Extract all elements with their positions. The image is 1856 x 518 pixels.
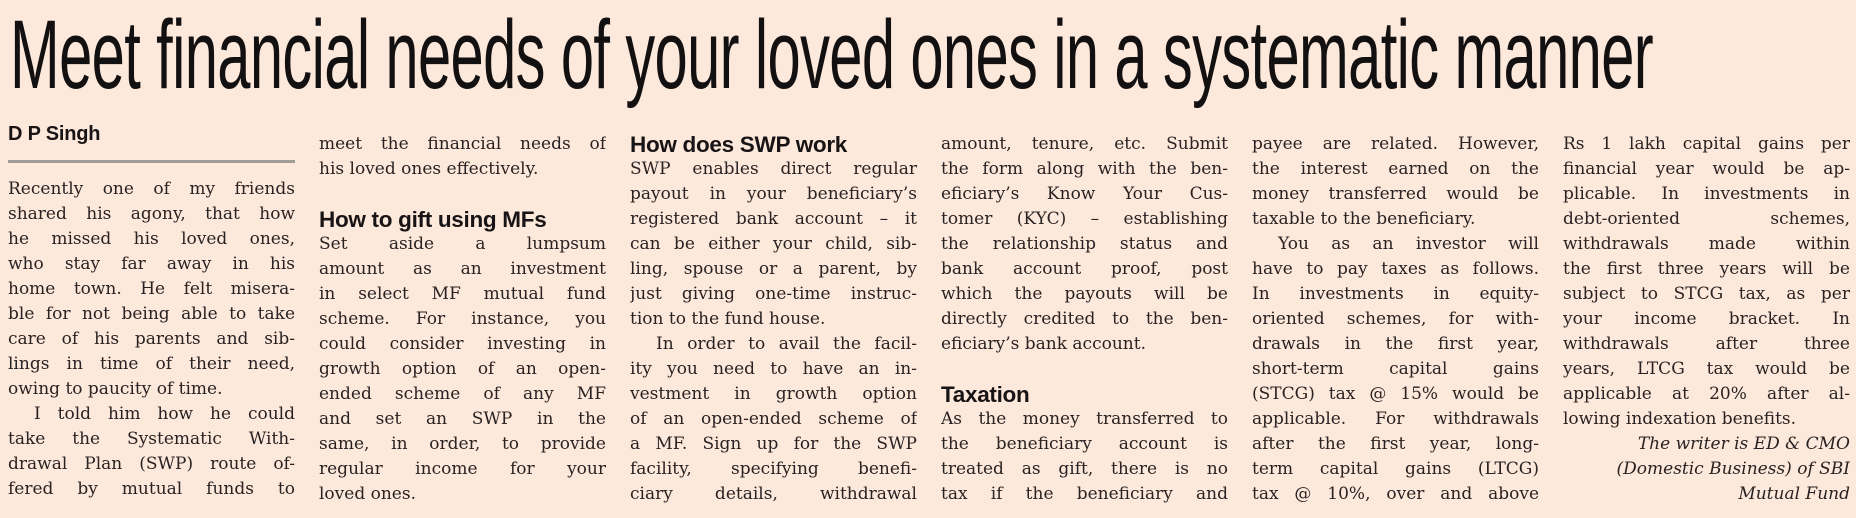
text-line: your income bracket. In [1563, 309, 1850, 329]
text-line: short-term capital gains [1252, 359, 1539, 379]
text-line: In order to avail the facil- [656, 334, 917, 354]
text-line: amount as an investment [319, 259, 606, 279]
text-line: Recently one of my friends [8, 179, 295, 199]
text-line: could consider investing in [319, 334, 606, 354]
text-line: bank account proof, post [941, 259, 1228, 279]
paragraph [1252, 232, 1539, 507]
paragraph [941, 407, 1228, 507]
text-line: treated as gift, there is no [941, 459, 1228, 479]
text-line: withdrawals after three [1563, 334, 1850, 354]
paragraph [1563, 132, 1850, 432]
text-line: after the first year, long- [1252, 434, 1539, 454]
article-column-3 [630, 112, 917, 507]
paragraph [630, 332, 917, 507]
text-line: meet the financial needs of [319, 134, 606, 154]
article-headline: Meet financial needs of your loved ones in a systematic manner [10, 0, 1654, 109]
text-line: You as an investor will [1278, 234, 1539, 254]
text-line: and set an SWP in the [319, 409, 606, 429]
text-line: the interest earned on the [1252, 159, 1539, 179]
text-line: he missed his loved ones, [8, 229, 295, 249]
text-line: tax if the beneficiary and [941, 484, 1228, 504]
article-column-1 [8, 112, 295, 507]
text-line: just giving one-time instruc- [630, 284, 917, 304]
text-line: tion to the fund house. [630, 309, 826, 329]
text-line: oriented schemes, for with- [1252, 309, 1539, 329]
text-line: payee are related. However, [1252, 134, 1539, 154]
text-line: fered by mutual funds to [8, 479, 295, 499]
text-line: debt-oriented schemes, [1563, 209, 1850, 229]
text-line: the beneficiary account is [941, 434, 1228, 454]
text-line: subject to STCG tax, as per [1563, 284, 1850, 304]
text-line: can be either your child, sib- [630, 234, 917, 254]
text-line: regular income for your [319, 459, 606, 479]
text-line: ciary details, withdrawal [630, 484, 917, 504]
text-line: money transferred would be [1252, 184, 1539, 204]
paragraph [319, 132, 606, 182]
author-credit [1563, 432, 1850, 507]
byline-rule [8, 160, 295, 163]
text-line: vestment in growth option [630, 384, 917, 404]
text-line: withdrawals made within [1563, 234, 1850, 254]
paragraph [8, 177, 295, 402]
text-line: his loved ones effectively. [319, 159, 539, 179]
text-line: financial year would be ap- [1563, 159, 1850, 179]
article-column-4 [941, 112, 1228, 507]
text-line: (STCG) tax @ 15% would be [1252, 384, 1539, 404]
article-body [8, 112, 1850, 507]
article-column-6 [1563, 112, 1850, 507]
text-line: scheme. For instance, you [319, 309, 606, 329]
text-line: plicable. In investments in [1563, 184, 1850, 204]
paragraph [1252, 132, 1539, 232]
text-line: facility, specifying benefi- [630, 459, 917, 479]
text-line: SWP enables direct regular [630, 159, 917, 179]
text-line: owing to paucity of time. [8, 379, 223, 399]
text-line: tomer (KYC) – establishing [941, 209, 1228, 229]
text-line: amount, tenure, etc. Submit [941, 134, 1228, 154]
text-line: eficiary’s bank account. [941, 334, 1146, 354]
text-line: ble for not being able to take [8, 304, 295, 324]
text-line: ended scheme of any MF [319, 384, 606, 404]
text-line: the relationship status and [941, 234, 1228, 254]
text-line: Rs 1 lakh capital gains per [1563, 134, 1850, 154]
section-heading: Taxation [941, 382, 1030, 407]
text-line: I told him how he could [34, 404, 295, 424]
text-line: home town. He felt misera- [8, 279, 295, 299]
text-line: taxable to the beneficiary. [1252, 209, 1476, 229]
text-line: care of his parents and sib- [8, 329, 295, 349]
text-line: of an open-ended scheme of [630, 409, 917, 429]
text-line: loved ones. [319, 484, 416, 504]
text-line: which the payouts will be [941, 284, 1228, 304]
byline: D P Singh [8, 123, 101, 145]
text-line: same, in order, to provide [319, 434, 606, 454]
text-line: payout in your beneficiary’s [630, 184, 917, 204]
article-column-5 [1252, 112, 1539, 507]
text-line: Set aside a lumpsum [319, 234, 606, 254]
paragraph [319, 232, 606, 507]
article-column-2 [319, 112, 606, 507]
text-line: applicable. For withdrawals [1252, 409, 1539, 429]
text-line: ity you need to have an in- [630, 359, 917, 379]
text-line: in select MF mutual fund [319, 284, 606, 304]
text-line: shared his agony, that how [8, 204, 295, 224]
text-line: term capital gains (LTCG) [1252, 459, 1539, 479]
text-line: tax @ 10%, over and above [1252, 484, 1539, 504]
text-line: ling, spouse or a parent, by [630, 259, 917, 279]
text-line: take the Systematic With- [8, 429, 295, 449]
text-line: The writer is ED & CMO [1637, 434, 1850, 454]
section-heading: How does SWP work [630, 132, 848, 157]
text-line: the form along with the ben- [941, 159, 1228, 179]
text-line: drawal Plan (SWP) route of- [8, 454, 295, 474]
text-line: growth option of an open- [319, 359, 606, 379]
text-line: directly credited to the ben- [941, 309, 1228, 329]
text-line: who stay far away in his [8, 254, 295, 274]
text-line: Mutual Fund [1738, 484, 1850, 504]
text-line: In investments in equity- [1252, 284, 1539, 304]
text-line: (Domestic Business) of SBI [1616, 459, 1850, 479]
text-line: drawals in the first year, [1252, 334, 1539, 354]
text-line: have to pay taxes as follows. [1252, 259, 1539, 279]
paragraph [8, 402, 295, 502]
paragraph [630, 157, 917, 332]
text-line: applicable at 20% after al- [1563, 384, 1850, 404]
section-heading: How to gift using MFs [319, 207, 547, 232]
paragraph [941, 132, 1228, 357]
text-line: eficiary’s Know Your Cus- [941, 184, 1228, 204]
text-line: lings in time of their need, [8, 354, 295, 374]
text-line: a MF. Sign up for the SWP [630, 434, 917, 454]
text-line: registered bank account – it [630, 209, 917, 229]
text-line: the first three years will be [1563, 259, 1850, 279]
text-line: As the money transferred to [941, 409, 1228, 429]
text-line: lowing indexation benefits. [1563, 409, 1797, 429]
text-line: years, LTCG tax would be [1563, 359, 1850, 379]
